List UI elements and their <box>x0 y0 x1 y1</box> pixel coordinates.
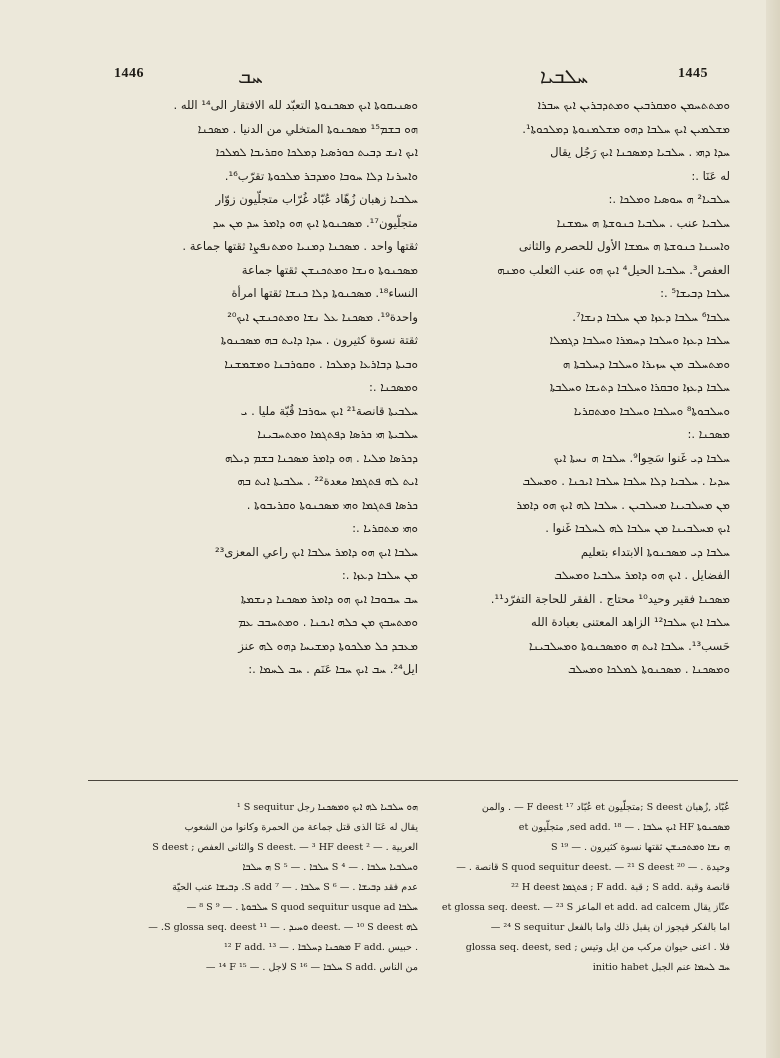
text-line: ܘܡܬܬܚܡܢ ܘܡܩܪܒܝܢ ܘܡܬܕܒܪܝܢ ܐܝܟ ܚܒܪܐ <box>537 98 730 112</box>
text-line: ܚܠܒܝܐ عنب . ܚܠܒܝܐ ܟܢܘܫܬܐ ܗ ܚܡܫܢܐ <box>556 215 730 230</box>
dictionary-page <box>88 62 738 1022</box>
footnote-line: وحيدة . — ²⁰ S quod sequitur deest. — ²¹ S deest قانصة . — <box>456 862 730 873</box>
text-line: النساء¹⁸. ܡܣܟܢܘܬܐ ܕܠܐ ܟܢܫܐ ثقتها امرأة <box>231 286 418 300</box>
text-line: ܚܠܒܝܐ زهبان زُهّاد عُبّاد غُرّاب متجلّيون زوّار <box>215 192 418 206</box>
footnote-line: عُبّاد ,زُهبان S deest ;متجلّيون et عُبّاد F deest ¹⁷ — . والمن <box>481 802 730 813</box>
right-running-headword: ܚܠܒܝܐ <box>540 64 589 88</box>
text-line: ܡܣܟܢܘܬܐ ܘܢܫܐ ܘܡܬܟܢܫܢ ثقتها جماعة <box>241 262 418 277</box>
text-line: ܘܐܚܝܢܐ ܟܢܘܫܬܐ ܗ ܚܡܫܐ الأول للحصرم والثانى <box>518 239 730 253</box>
text-line: ܘܚܠܒܘܬܐ⁸ ܘܚܠܒܐ ܘܚܠܒܐ ܘܡܬܩܪܝܐ <box>573 403 730 418</box>
text-line: ܐܝܬ ܠܗ ܦܬܓܡܐ معدة²² . ܚܠܒܝܬܐ ܐܝܬ ܒܗ <box>237 474 418 488</box>
footnote-divider <box>88 780 738 781</box>
footnote-line: ܠܗ deest. — ¹⁰ S deest ܘܚܝܕ . — ¹¹ S glossa seq. deest. — <box>148 922 418 933</box>
footnote-line: initio habet ܚܒ ܠܚܡܐ عنم الجبل <box>592 962 730 973</box>
text-line: ܚܠܒܐ ܕܥܙܐ ܘܚܠܒܐ ܕܚܡܪܐ ܘܚܠܒܐ ܕܓܡܠܐ <box>549 333 730 347</box>
text-line: ܘܡܣܟܢܐ .: <box>369 380 418 394</box>
text-line: ܡܥܒܕ ܟܠ ܡܠܟܘܬܐ ܕܡܫܝܚܐ ܕܗܘ ܠܗ عنز <box>238 638 418 653</box>
text-line: ܐܝܟ ܐܢܫ ܕܒܝܬ ܟܘܪܣܝܐ ܕܡܠܟܐ ܘܩܪܝܒܐ ܠܡܠܟܐ <box>215 145 418 159</box>
text-line: واحدة¹⁹. ܡܣܟܢܐ ܥܠ ܢܫܐ ܘܡܬܟܢܫܢ ܐܝܟ²⁰ <box>227 309 418 324</box>
right-text-column <box>424 94 730 682</box>
footnote-line: et متجلّيون ,sed add. ܐܝܟ ܚܠܒܐ . — ¹⁸ HF ܡܣܟܢܘܬܐ <box>518 822 730 833</box>
footnote-line: ²² H deest ܦܬܓܡܐ ; F add. قبة ; S add. قانصة وقبة <box>511 882 730 893</box>
text-line: ܚܕܐ ܕܗܝ . ܚܠܒܝܐ ܕܡܣܟܢܐ ܐܝܟ رَجُل يقال <box>550 145 730 159</box>
text-line: العفص³. ܚܠܒܝܐ الحيل⁴ ܐܝܟ ܗܘ عنب الثعلب ܘܡܢܗ <box>497 262 730 277</box>
right-footnotes <box>424 798 730 978</box>
text-line: ܚܠܒܐ⁶ ܚܠܒܐ ܕܥܙܐ ܡܢ ܚܠܒܐ ܕܢܫܐ⁷. <box>572 309 730 324</box>
text-line: ثقتها واحد . ܡܣܟܢܐ ܕܡܢܝܐ ܘܡܬܢܦܨܐ ثقتها جماعة . <box>182 239 418 253</box>
footnote-line: — ¹⁴ F لاجل . — ¹⁵ S ܚܠܒܐ — ¹⁶ S add. من الناس <box>205 962 418 973</box>
running-header <box>88 62 738 92</box>
left-running-headword: ܚܒ <box>238 64 263 88</box>
footnote-line: — ⁸ S ܚܠܒܘܬܐ . — ⁹ S quod sequitur usque ad ܚܠܒܐ <box>186 902 418 913</box>
text-line: ܡܫܠܡܝܢ ܐܝܟ ܚܠܒܐ ܕܗܘ ܡܫܠܡܢܘܬܐ ܕܡܠܟܘܬܐ¹. <box>522 121 730 136</box>
footnote-line: ¹ S sequitur ܗܘ ܚܠܒܝܐ ܠܗ ܐܝܟ ܘܡܣܟܢܐ رجل <box>236 802 418 813</box>
text-line: حَسب¹³. ܚܠܒܐ ܐܝܬ ܗ ܘܡܣܟܢܘܬܐ ܘܡܚܠܒܝܢܐ <box>528 638 730 653</box>
footnote-line: — ²⁴ S sequitur اما بالفكر فيجوز ان يقبل ذلك واما بالفعل <box>490 922 730 933</box>
text-line: ܗܘ ܒܫܡ¹⁵ ܡܣܟܢܘܬܐ المتخلي من الدنيا . ܡܣܟܢܐ <box>197 121 418 136</box>
left-text-column <box>112 94 418 682</box>
text-line: ܘܗܝ ܡܬܩܪܝܐ .: <box>352 521 418 535</box>
text-line: ܚܒ ܚܒܘܒܐ ܐܝܟ ܗܘ ܕܐܡܪ ܡܣܟܢܐ ܕܢܫܡܬܐ <box>240 591 418 606</box>
footnote-line: S ¹⁹ — . ܗ ܢܫܐ ܘܡܬܟܢܫܢ ثقتها نسوة كثيرون <box>550 842 730 853</box>
right-page-number: 1445 <box>678 66 708 81</box>
text-line: ܘܣܢܝܩܘܬܐ ܐܝܟ ܡܣܟܢܘܬܐ التعبّد لله الافتقار الى¹⁴ الله . <box>173 98 418 112</box>
text-line: ܐܝܟ ܡܚܠܒܝܢܐ ܡܢ ܚܠܒܐ ܠܗ ܠܚܠܒܐ غَنوا . <box>545 521 730 535</box>
text-line: ܚܠܒܐ ܕܝ غَنوا سَحِوا⁹. ܚܠܒܐ ܗ ܢܚܬܐ ܐܝܟ <box>553 450 730 465</box>
text-line: له عَنَا .: <box>691 168 730 183</box>
footnote-line: فلا . اعنى حيوان مركب من ايل وتيس ; glossa seq. deest, sed <box>465 942 730 953</box>
text-line: ܚܕܝܐ . ܚܠܒܝܐ ܕܠܐ ܚܠܒܐ ܚܠܒܐ ܐܝܟܢܐ . ܘܡܚܠܒ <box>522 474 730 488</box>
text-line: متجلّيون¹⁷. ܡܣܟܢܘܬܐ ܐܝܟ ܗܘ ܕܐܡܪ ܚܕ ܡܢ ܚܕ <box>212 215 418 230</box>
text-line: ܘܡܬܚܒܟ ܡܢ ܟܠܗ ܐܝܟܢܐ . ܘܡܬܚܒܒ ܥܡ <box>238 615 418 629</box>
text-line: ܚܠܒܐ ܕܝ ܡܣܟܢܘܬܐ الابتداء بتعليم <box>580 544 730 559</box>
text-line: الفضايل . ܐܝܟ ܗܘ ܕܐܡܪ ܚܠܒܝܐ ܘܡܚܠܒ <box>554 568 730 582</box>
page-edge-shadow <box>766 0 780 1058</box>
text-line: ܚܠܒܝܐ² ܗ ܚܘܣܝܐ ܘܡܠܟܐ .: <box>608 192 730 206</box>
text-line: ܚܠܒܐ ܕܒܝܫܐ⁵ .: <box>660 286 730 300</box>
text-line: ܘܒܝܬܐ ܕܒܐܪܥܐ ܕܡܠܟܐ . ܘܩܘܪܒܢܐ ܘܡܫܡܫܢܐ <box>224 356 418 371</box>
text-line: ܕܟܪܣܐ ܡܠܝܐ . ܗܘ ܕܐܡܪ ܡܣܟܢܐ ܒܫܡ ܕܝܠܗ <box>225 450 418 465</box>
left-page-number: 1446 <box>114 66 144 81</box>
text-line: ܘܡܣܟܢܐ . ܡܣܟܢܘܬܐ ܠܡܠܟܐ ܘܡܚܠܒ <box>567 662 730 676</box>
footnote-line: et glossa seq. deest. — ²³ S الماعز et add. ad calcem عنّاز يقال <box>441 902 730 913</box>
text-line: ثقتة نسوة كثيرون . ܚܕܐ ܕܐܝܬ ܒܗ ܡܣܟܢܘܬܐ <box>220 333 418 347</box>
text-line: ܚܠܒܝܬܐ ܗܝ ܟܪܣܐ ܕܦܬܓܡܐ ܘܡܬܚܒܝܢܐ <box>257 427 418 441</box>
footnote-line: ܘܚܠܒܝܐ ܚܠܒܐ . — ⁴ S ܚܠܒܐ . — ⁵ S ܗ ܚܠܒܐ <box>242 862 418 873</box>
text-line: ܚܠܒܐ ܐܝܟ ܗܘ ܕܐܡܪ ܚܠܒܐ ܐܝܟ راعي المعزى²³ <box>214 544 418 559</box>
text-line: ܡܣܟܢܐ فقير وحيد¹⁰ محتاج . الفقر للحاجة التفرّد¹¹. <box>490 591 730 606</box>
text-line: ܡܢ ܚܠܒܐ ܕܥܙܐ .: <box>341 568 418 582</box>
text-line: ܘܡܬܚܠܒ ܡܢ ܚܙܝܪܐ ܘܚܠܒܐ ܕܚܠܒܬܐ ܗ <box>562 356 730 371</box>
text-line: ܚܠܒܐ ܕܥܙܐ ܘܒܩܪܐ ܘܚܠܒܐ ܕܬܝܫܐ ܘܚܠܒܬܐ <box>549 380 730 394</box>
left-footnotes <box>112 798 418 978</box>
text-line: ܘܐܚܪܢܐ ܕܠܐ ܚܘܒܐ ܘܡܕܒܪ ܡܠܟܘܬܐ تقرّب¹⁶. <box>224 168 418 183</box>
text-line: ܚܠܒܐ ܐܝܟ ܚܠܒܐ¹² الزاهد المعتنى بعبادة الله <box>531 615 730 629</box>
text-line: ܟܪܣܐ ܦܬܓܡܐ ܘܗܝ ܡܣܟܢܘܬܐ ܘܩܪܝܒܘܬܐ . <box>246 497 418 512</box>
footnote-line: العربية . — ² S deest. — ³ HF deest والثانى العفص ; S deest <box>152 842 418 853</box>
text-line: ܡܣܟܢܐ .: <box>687 427 730 441</box>
footnote-line: ¹² F add. ܡܣܟܢܐ ܕܚܠܒܐ . — ¹³ F add. حبيس . <box>223 942 418 953</box>
text-line: ܚܠܒܝܬܐ قانصة²¹ ܐܝܟ ܚܘܪܒܐ قُبّة مليا . ܝ <box>240 403 418 418</box>
text-line: ايل²⁴. ܚܒ ܐܝܟ ܚܒܐ عَنَم . ܚܒ ܠܚܡܐ .: <box>248 662 418 676</box>
text-line: ܡܢ ܡܚܠܒܝܢܐ ܡܚܠܒܝܢ . ܚܠܒܐ ܠܗ ܐܝܟ ܗܘ ܕܐܡܪ <box>516 497 730 512</box>
footnote-line: عدم فقد ܕܒܝܫܐ . — ⁶ S ܚܠܒܐ . — ⁷ S add. ܕܒܝܫܐ عنب الحيّة <box>172 882 418 893</box>
footnote-line: يقال له عَنَا الذى قتل جماعة من الحمرة وكانوا من الشعوب <box>184 822 418 833</box>
